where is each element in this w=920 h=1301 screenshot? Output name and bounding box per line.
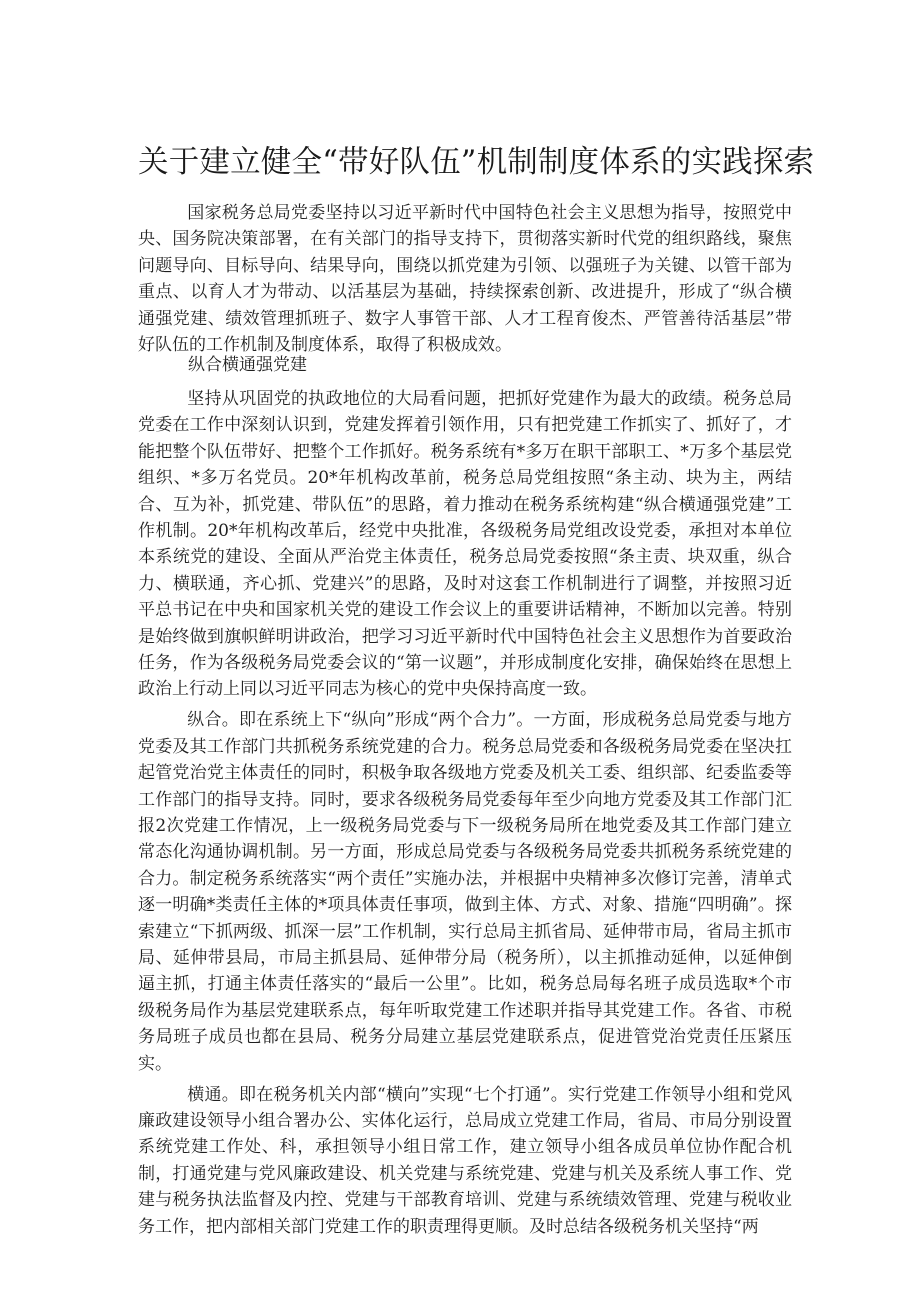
document-title: 关于建立健全“带好队伍”机制制度体系的实践探索 <box>138 145 815 180</box>
body-paragraph-3: 横通。即在税务机关内部“横向”实现“七个打通”。实行党建工作领导小组和党风廉政建设领导小组合署办公、实体化运行，总局成立党建工作局，省局、市局分别设置系统党建工作处、科，承担领导小组日常工作，建立领导小组各成员单位协作配合机制，打通党建与党风廉政建设、机关党建与系统党建、党建与机关及系统人事工作、党建与税务执法监督及内控、党建与干部教育培训、党建与系统绩效管理、党建与税收业务工作，把内部相关部门党建工作的职责理得更顺。及时总结各级税务机关坚持“两 <box>138 1084 792 1237</box>
intro-paragraph: 国家税务总局党委坚持以习近平新时代中国特色社会主义思想为指导，按照党中央、国务院决策部署，在有关部门的指导支持下，贯彻落实新时代党的组织路线，聚焦问题导向、目标导向、结果导向，围绕以抓党建为引领、以强班子为关键、以管干部为重点、以育人才为带动、以活基层为基础，持续探索创新、改进提升，形成了“纵合横通强党建、绩效管理抓班子、数字人事管干部、人才工程育俊杰、严管善待活基层”带好队伍的工作机制及制度体系，取得了积极成效。 <box>138 203 792 356</box>
intro-block <box>138 200 792 363</box>
main-body <box>138 386 792 1245</box>
body-paragraph-1: 坚持从巩固党的执政地位的大局看问题，把抓好党建作为最大的政绩。税务总局党委在工作中深刻认识到，党建发挥着引领作用，只有把党建工作抓实了、抓好了，才能把整个队伍带好、把整个工作抓好。税务系统有*多万在职干部职工、*万多个基层党组织、*多万名党员。20*年机构改革前，税务总局党组按照“条主动、块为主，两结合、互为补，抓党建、带队伍”的思路，着力推动在税务系统构建“纵合横通强党建”工作机制。20*年机构改革后，经党中央批准，各级税务局党组改设党委，承担对本单位本系统党的建设、全面从严治党主体责任，税务总局党委按照“条主责、块双重，纵合力、横联通，齐心抓、党建兴”的思路，及时对这套工作机制进行了调整，并按照习近平总书记在中央和国家机关党的建设工作会议上的重要讲话精神，不断加以完善。特别是始终做到旗帜鲜明讲政治，把学习习近平新时代中国特色社会主义思想作为首要政治任务，作为各级税务局党委会议的“第一议题”，并形成制度化安排，确保始终在思想上政治上行动上同以习近平同志为核心的党中央保持高度一致。 <box>138 389 792 700</box>
body-paragraph-2: 纵合。即在系统上下“纵向”形成“两个合力”。一方面，形成税务总局党委与地方党委及其工作部门共抓税务系统党建的合力。税务总局党委和各级税务局党委在坚决扛起管党治党主体责任的同时，积极争取各级地方党委及机关工委、组织部、纪委监委等工作部门的指导支持。同时，要求各级税务局党委每年至少向地方党委及其工作部门汇报2次党建工作情况，上一级税务局党委与下一级税务局所在地党委及其工作部门建立常态化沟通协调机制。另一方面，形成总局党委与各级税务局党委共抓税务系统党建的合力。制定税务系统落实“两个责任”实施办法，并根据中央精神多次修订完善，清单式逐一明确*类责任主体的*项具体责任事项，做到主体、方式、对象、措施“四明确”。探索建立“下抓两级、抓深一层”工作机制，实行总局主抓省局、延伸带市局，省局主抓市局、延伸带县局，市局主抓县局、延伸带分局（税务所），以主抓推动延伸，以延伸倒逼主抓，打通主体责任落实的“最后一公里”。比如，税务总局每名班子成员选取*个市级税务局作为基层党建联系点，每年听取党建工作述职并指导其党建工作。各省、市税务局班子成员也都在县局、税务分局建立基层党建联系点，促进管党治党责任压紧压实。 <box>138 710 792 1074</box>
section-heading: 纵合横通强党建 <box>188 355 307 375</box>
